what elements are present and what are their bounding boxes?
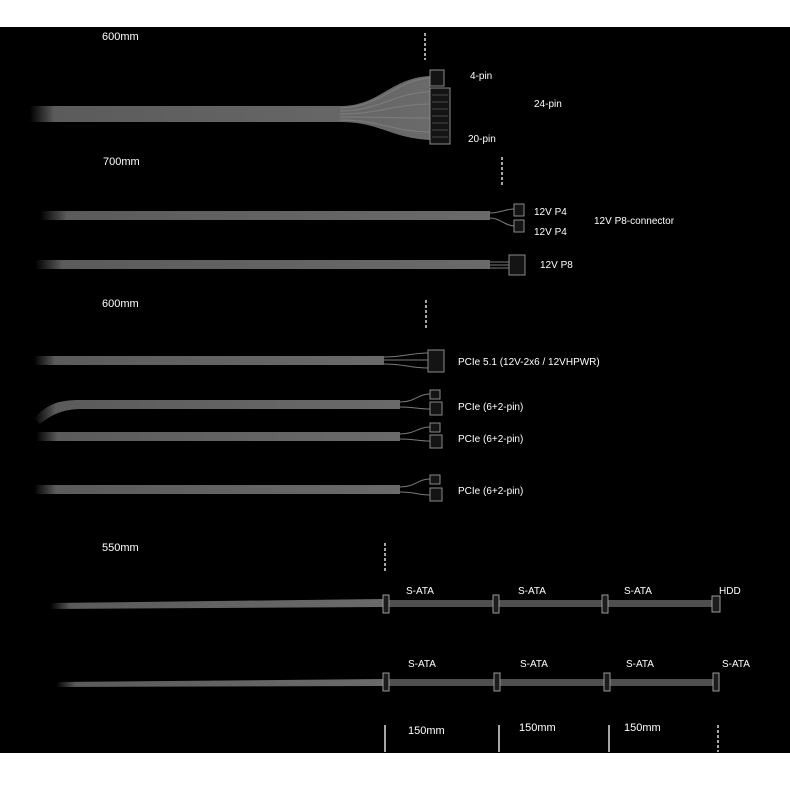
sata-spacing-label-2: 150mm [519,722,556,734]
eps-section [0,156,675,275]
eps-p4-top-label: 12V P4 [534,207,567,218]
pcie-cable-a [34,400,400,424]
sata-row2-label-4: S-ATA [722,659,750,670]
sata-row1-label-3: S-ATA [624,586,652,597]
pcie-c-connector-top [430,475,440,484]
atx-section [0,31,562,145]
atx-24pin-label: 24-pin [534,99,562,110]
sata-row1-hdd-label: HDD [719,586,741,597]
sata-spacing-label-3: 150mm [624,722,661,734]
pcie-a-label: PCIe (6+2-pin) [458,402,524,413]
atx-4pin-connector [430,70,444,86]
pcie-a-connector-bottom [430,402,442,415]
eps-cable-p4 [40,211,490,220]
sata-row2-connector-3 [604,673,610,691]
sata-row1-label-1: S-ATA [406,586,434,597]
sata-spacing-label-1: 150mm [408,725,445,737]
sata-section [0,542,750,752]
eps-p4-bottom-label: 12V P4 [534,227,567,238]
pcie-cable-c [34,485,400,494]
eps-p4-top-connector [514,204,524,216]
pcie51-cable [34,356,384,365]
atx-4pin-label: 4-pin [470,71,493,82]
atx-length-label: 600mm [102,31,139,43]
sata-row2-connector-4 [713,673,719,691]
eps-length-label: 700mm [103,156,140,168]
sata-row1-connector-1 [383,595,389,613]
pcie-b-connector-bottom [430,435,442,448]
pcie51-label: PCIe 5.1 (12V-2x6 / 12VHPWR) [458,357,600,368]
sata-row2-connector-1 [383,673,389,691]
sata-row2-label-1: S-ATA [408,659,436,670]
eps-cable-p8 [35,260,490,269]
sata-row2-label-3: S-ATA [626,659,654,670]
pcie-cable-b [36,432,400,441]
sata-row2-label-2: S-ATA [520,659,548,670]
sata-row1-lead-cable [50,599,386,609]
eps-p8-connector [509,255,525,275]
atx-cable-bundle [30,76,430,140]
eps-p4-bottom-connector [514,220,524,232]
sata-row1-label-2: S-ATA [518,586,546,597]
sata-length-label: 550mm [102,542,139,554]
sata-row1-connector-2 [493,595,499,613]
pcie-c-connector-bottom [430,488,442,501]
sata-row1-hdd-connector [712,596,720,612]
eps-p8-label: 12V P8 [540,260,573,271]
sata-row1-ribbon [386,600,716,607]
sata-row2-lead-cable [56,679,386,687]
sata-row2-connector-2 [494,673,500,691]
pcie-b-connector-top [430,423,440,432]
pcie-section [0,298,600,501]
pcie-c-label: PCIe (6+2-pin) [458,486,524,497]
pcie51-connector [428,350,444,372]
pcie-a-connector-top [430,390,440,399]
eps-p8-connector-label: 12V P8-connector [594,216,675,227]
sata-row1-connector-3 [602,595,608,613]
pcie-b-label: PCIe (6+2-pin) [458,434,524,445]
atx-20pin-label: 20-pin [468,134,496,145]
sata-row2-ribbon [386,679,716,686]
pcie-length-label: 600mm [102,298,139,310]
